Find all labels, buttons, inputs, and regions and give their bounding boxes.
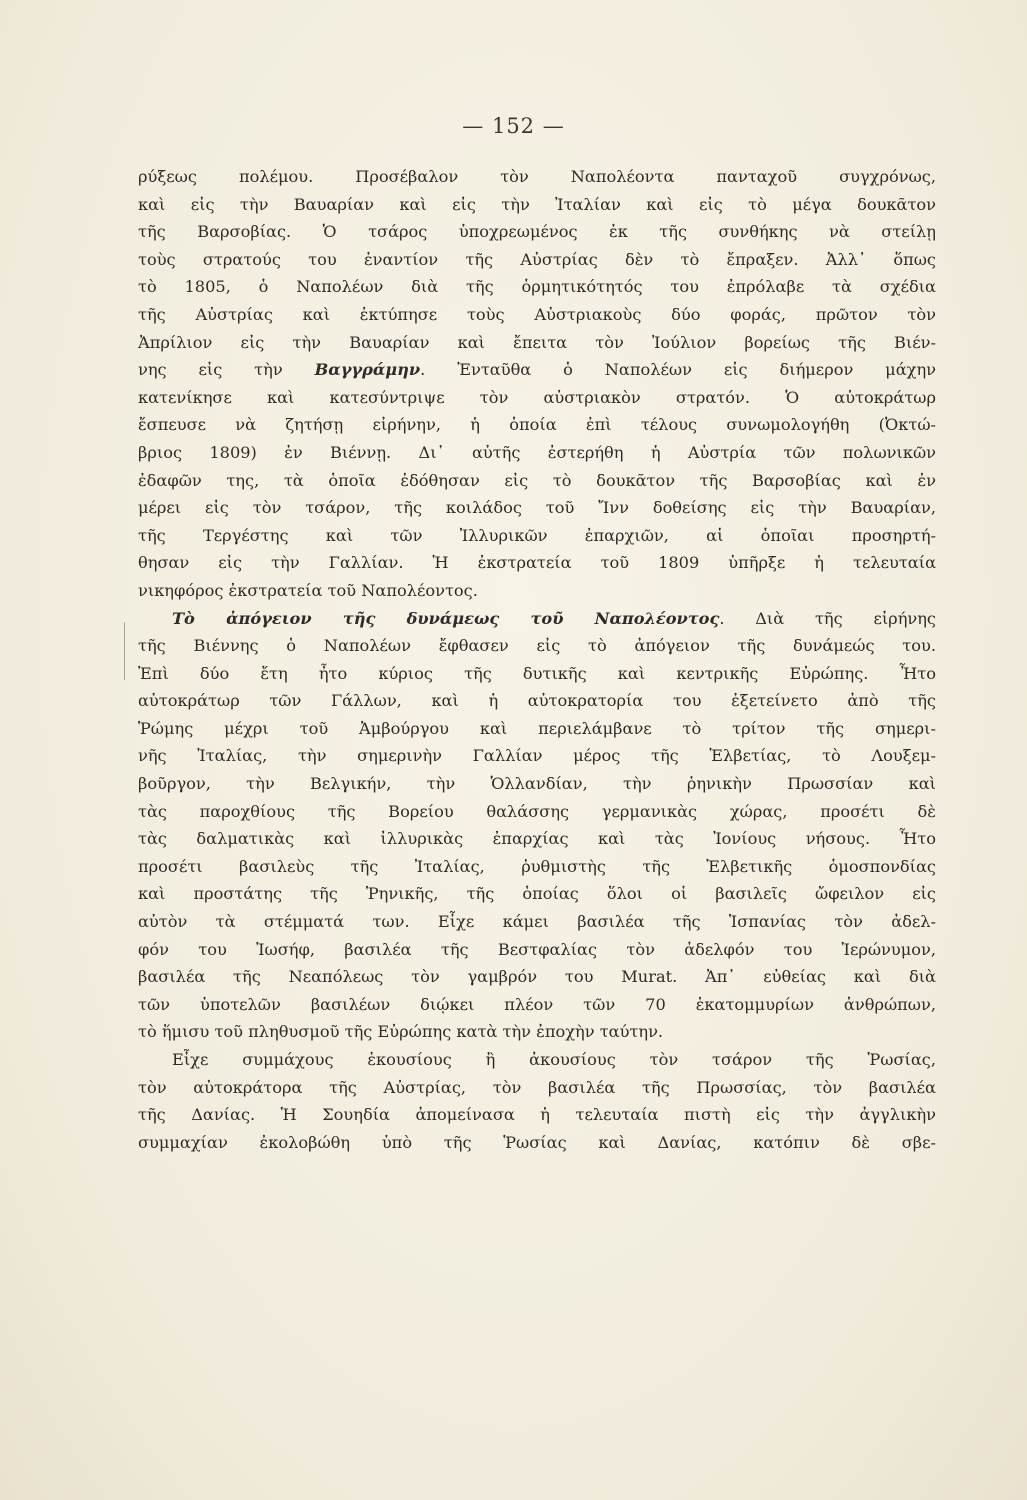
text-line [138, 908, 936, 936]
line-text: θησαν εἰς τὴν Γαλλίαν. Ἡ ἐκστρατεία τοῦ 1809 ὑπῆρξε ἡ τελευταία [138, 553, 936, 573]
line-text: μέρει εἰς τὸν τσάρον, τῆς κοιλάδος τοῦ Ἴνν δοθείσης εἰς τὴν Βαυαρίαν, [138, 498, 936, 518]
text-line [138, 1018, 936, 1046]
line-text: νικηφόρος ἐκστρατεία τοῦ Ναπολέοντος. [138, 580, 478, 600]
body-text [138, 163, 936, 1156]
text-line [138, 301, 936, 329]
line-text: τῆς Τεργέστης καὶ τῶν Ἰλλυρικῶν ἐπαρχιῶν, αἱ ὁποῖαι προσηρτή- [138, 525, 936, 545]
line-text: τοὺς στρατούς του ἐναντίον τῆς Αὐστρίας δὲν τὸ ἔπραξεν. Ἀλλ᾿ ὅπως [138, 249, 936, 269]
text-line [138, 853, 936, 881]
text-line [138, 384, 936, 412]
line-text: τῶν ὑποτελῶν βασιλέων διῴκει πλέον τῶν 70 ἑκατομμυρίων ἀνθρώπων, [138, 994, 936, 1014]
line-text: τῆς Αὐστρίας καὶ ἐκτύπησε τοὺς Αὐστριακοὺς δύο φοράς, πρῶτον τὸν [138, 304, 936, 324]
line-text: αὐτὸν τὰ στέμματά των. Εἶχε κάμει βασιλέα τῆς Ἱσπανίας τὸν ἀδελ- [138, 912, 936, 932]
text-line [138, 742, 936, 770]
line-text: καὶ εἰς τὴν Βαυαρίαν καὶ εἰς τὴν Ἰταλίαν καὶ εἰς τὸ μέγα δουκᾶτον [138, 194, 936, 214]
line-text: βριος 1809) ἐν Βιέννῃ. Δι᾿ αὐτῆς ἐστερήθη ἡ Αὐστρία τῶν πολωνικῶν [138, 442, 936, 462]
line-text: ἔσπευσε νὰ ζητήσῃ εἰρήνην, ἡ ὁποία ἐπὶ τέλους συνωμολογήθη (Ὀκτώ- [138, 415, 936, 435]
text-line [138, 991, 936, 1019]
line-text: . Διὰ τῆς εἰρήνης [719, 608, 936, 628]
text-line [138, 798, 936, 826]
line-text: τὰς δαλματικὰς καὶ ἰλλυρικὰς ἐπαρχίας καὶ τὰς Ἰονίους νήσους. Ἦτο [138, 829, 936, 849]
text-line [138, 825, 936, 853]
text-line [138, 411, 936, 439]
line-text: Ἐπὶ δύο ἔτη ἦτο κύριος τῆς δυτικῆς καὶ κεντρικῆς Εὐρώπης. Ἦτο [138, 663, 936, 683]
text-line [138, 577, 936, 605]
line-text: τῆς Βαρσοβίας. Ὁ τσάρος ὑποχρεωμένος ἐκ τῆς συνθήκης νὰ στείλῃ [138, 222, 936, 242]
text-line [138, 770, 936, 798]
text-line [138, 963, 936, 991]
margin-mark [124, 622, 125, 680]
text-line [138, 522, 936, 550]
text-line [138, 1074, 936, 1102]
line-text: ἐδαφῶν της, τὰ ὁποῖα ἐδόθησαν εἰς τὸ δουκᾶτον τῆς Βαρσοβίας καὶ ἐν [138, 470, 936, 490]
line-text: τὸ ἥμισυ τοῦ πληθυσμοῦ τῆς Εὐρώπης κατὰ τὴν ἐποχὴν ταύτην. [138, 1022, 664, 1042]
text-line [138, 439, 936, 467]
text-line [138, 549, 936, 577]
text-line [138, 494, 936, 522]
text-line [138, 329, 936, 357]
text-line [138, 605, 936, 633]
line-text: συμμαχίαν ἐκολοβώθη ὑπὸ τῆς Ῥωσίας καὶ Δανίας, κατόπιν δὲ σβε- [138, 1132, 936, 1152]
line-text: τὰς παροχθίους τῆς Βορείου θαλάσσης γερμανικὰς χώρας, προσέτι δὲ [138, 801, 936, 821]
line-text: Ἀπρίλιον εἰς τὴν Βαυαρίαν καὶ ἔπειτα τὸν Ἰούλιον βορείως τῆς Βιέν- [138, 332, 936, 352]
line-text: νης εἰς τὴν [138, 360, 315, 380]
text-line [138, 1129, 936, 1157]
line-text: βοῦργον, τὴν Βελγικήν, τὴν Ὁλλανδίαν, τὴν ῥηνικὴν Πρωσσίαν καὶ [138, 774, 936, 794]
line-text: τὸν αὐτοκράτορα τῆς Αὐστρίας, τὸν βασιλέα τῆς Πρωσσίας, τὸν βασιλέα [138, 1077, 936, 1097]
text-line [138, 715, 936, 743]
text-line [138, 880, 936, 908]
emphasized-text: Βαγγράμην [314, 360, 421, 380]
text-line [138, 356, 936, 384]
line-text: φόν του Ἰωσήφ, βασιλέα τῆς Βεστφαλίας τὸν ἀδελφόν του Ἱερώνυμον, [138, 939, 936, 959]
text-line [138, 1101, 936, 1129]
text-line [138, 936, 936, 964]
text-line [138, 467, 936, 495]
text-line [138, 1046, 936, 1074]
line-text: νῆς Ἰταλίας, τὴν σημερινὴν Γαλλίαν μέρος τῆς Ἑλβετίας, τὸ Λουξεμ- [138, 746, 936, 766]
line-text: καὶ προστάτης τῆς Ῥηνικῆς, τῆς ὁποίας ὅλοι οἱ βασιλεῖς ὤφειλον εἰς [138, 884, 936, 904]
emphasized-text: Τὸ ἀπόγειον τῆς δυνάμεως τοῦ Ναπολέοντος [172, 608, 720, 628]
line-text: τὸ 1805, ὁ Ναπολέων διὰ τῆς ὁρμητικότητός του ἐπρόλαβε τὰ σχέδια [138, 277, 936, 297]
line-text: αὐτοκράτωρ τῶν Γάλλων, καὶ ἡ αὐτοκρατορία του ἐξετείνετο ἀπὸ τῆς [138, 691, 936, 711]
line-text: τῆς Βιέννης ὁ Ναπολέων ἔφθασεν εἰς τὸ ἀπόγειον τῆς δυνάμεώς του. [138, 636, 936, 656]
page-number: — 152 — [462, 114, 565, 138]
text-line [138, 273, 936, 301]
text-line [138, 687, 936, 715]
line-text: ρύξεως πολέμου. Προσέβαλον τὸν Ναπολέοντα πανταχοῦ συγχρόνως, [138, 167, 936, 186]
text-line [138, 632, 936, 660]
text-line [138, 163, 936, 191]
text-line [138, 191, 936, 219]
text-line [138, 218, 936, 246]
text-line [138, 660, 936, 688]
line-text: προσέτι βασιλεὺς τῆς Ἰταλίας, ῥυθμιστὴς τῆς Ἑλβετικῆς ὁμοσπονδίας [138, 856, 936, 876]
line-text: τῆς Δανίας. Ἡ Σουηδία ἀπομείνασα ἡ τελευταία πιστὴ εἰς τὴν ἀγγλικὴν [138, 1105, 936, 1125]
line-text: κατενίκησε καὶ κατεσύντριψε τὸν αὐστριακὸν στρατόν. Ὁ αὐτοκράτωρ [138, 387, 936, 407]
line-text: βασιλέα τῆς Νεαπόλεως τὸν γαμβρόν του Murat. Ἀπ᾿ εὐθείας καὶ διὰ [138, 967, 936, 987]
line-text: . Ἐνταῦθα ὁ Ναπολέων εἰς διήμερον μάχην [420, 360, 936, 380]
line-text: Εἶχε συμμάχους ἑκουσίους ἢ ἀκουσίους τὸν τσάρον τῆς Ῥωσίας, [172, 1050, 936, 1069]
text-line [138, 246, 936, 274]
line-text: Ῥώμης μέχρι τοῦ Ἀμβούργου καὶ περιελάμβανε τὸ τρίτον τῆς σημερι- [138, 718, 936, 738]
